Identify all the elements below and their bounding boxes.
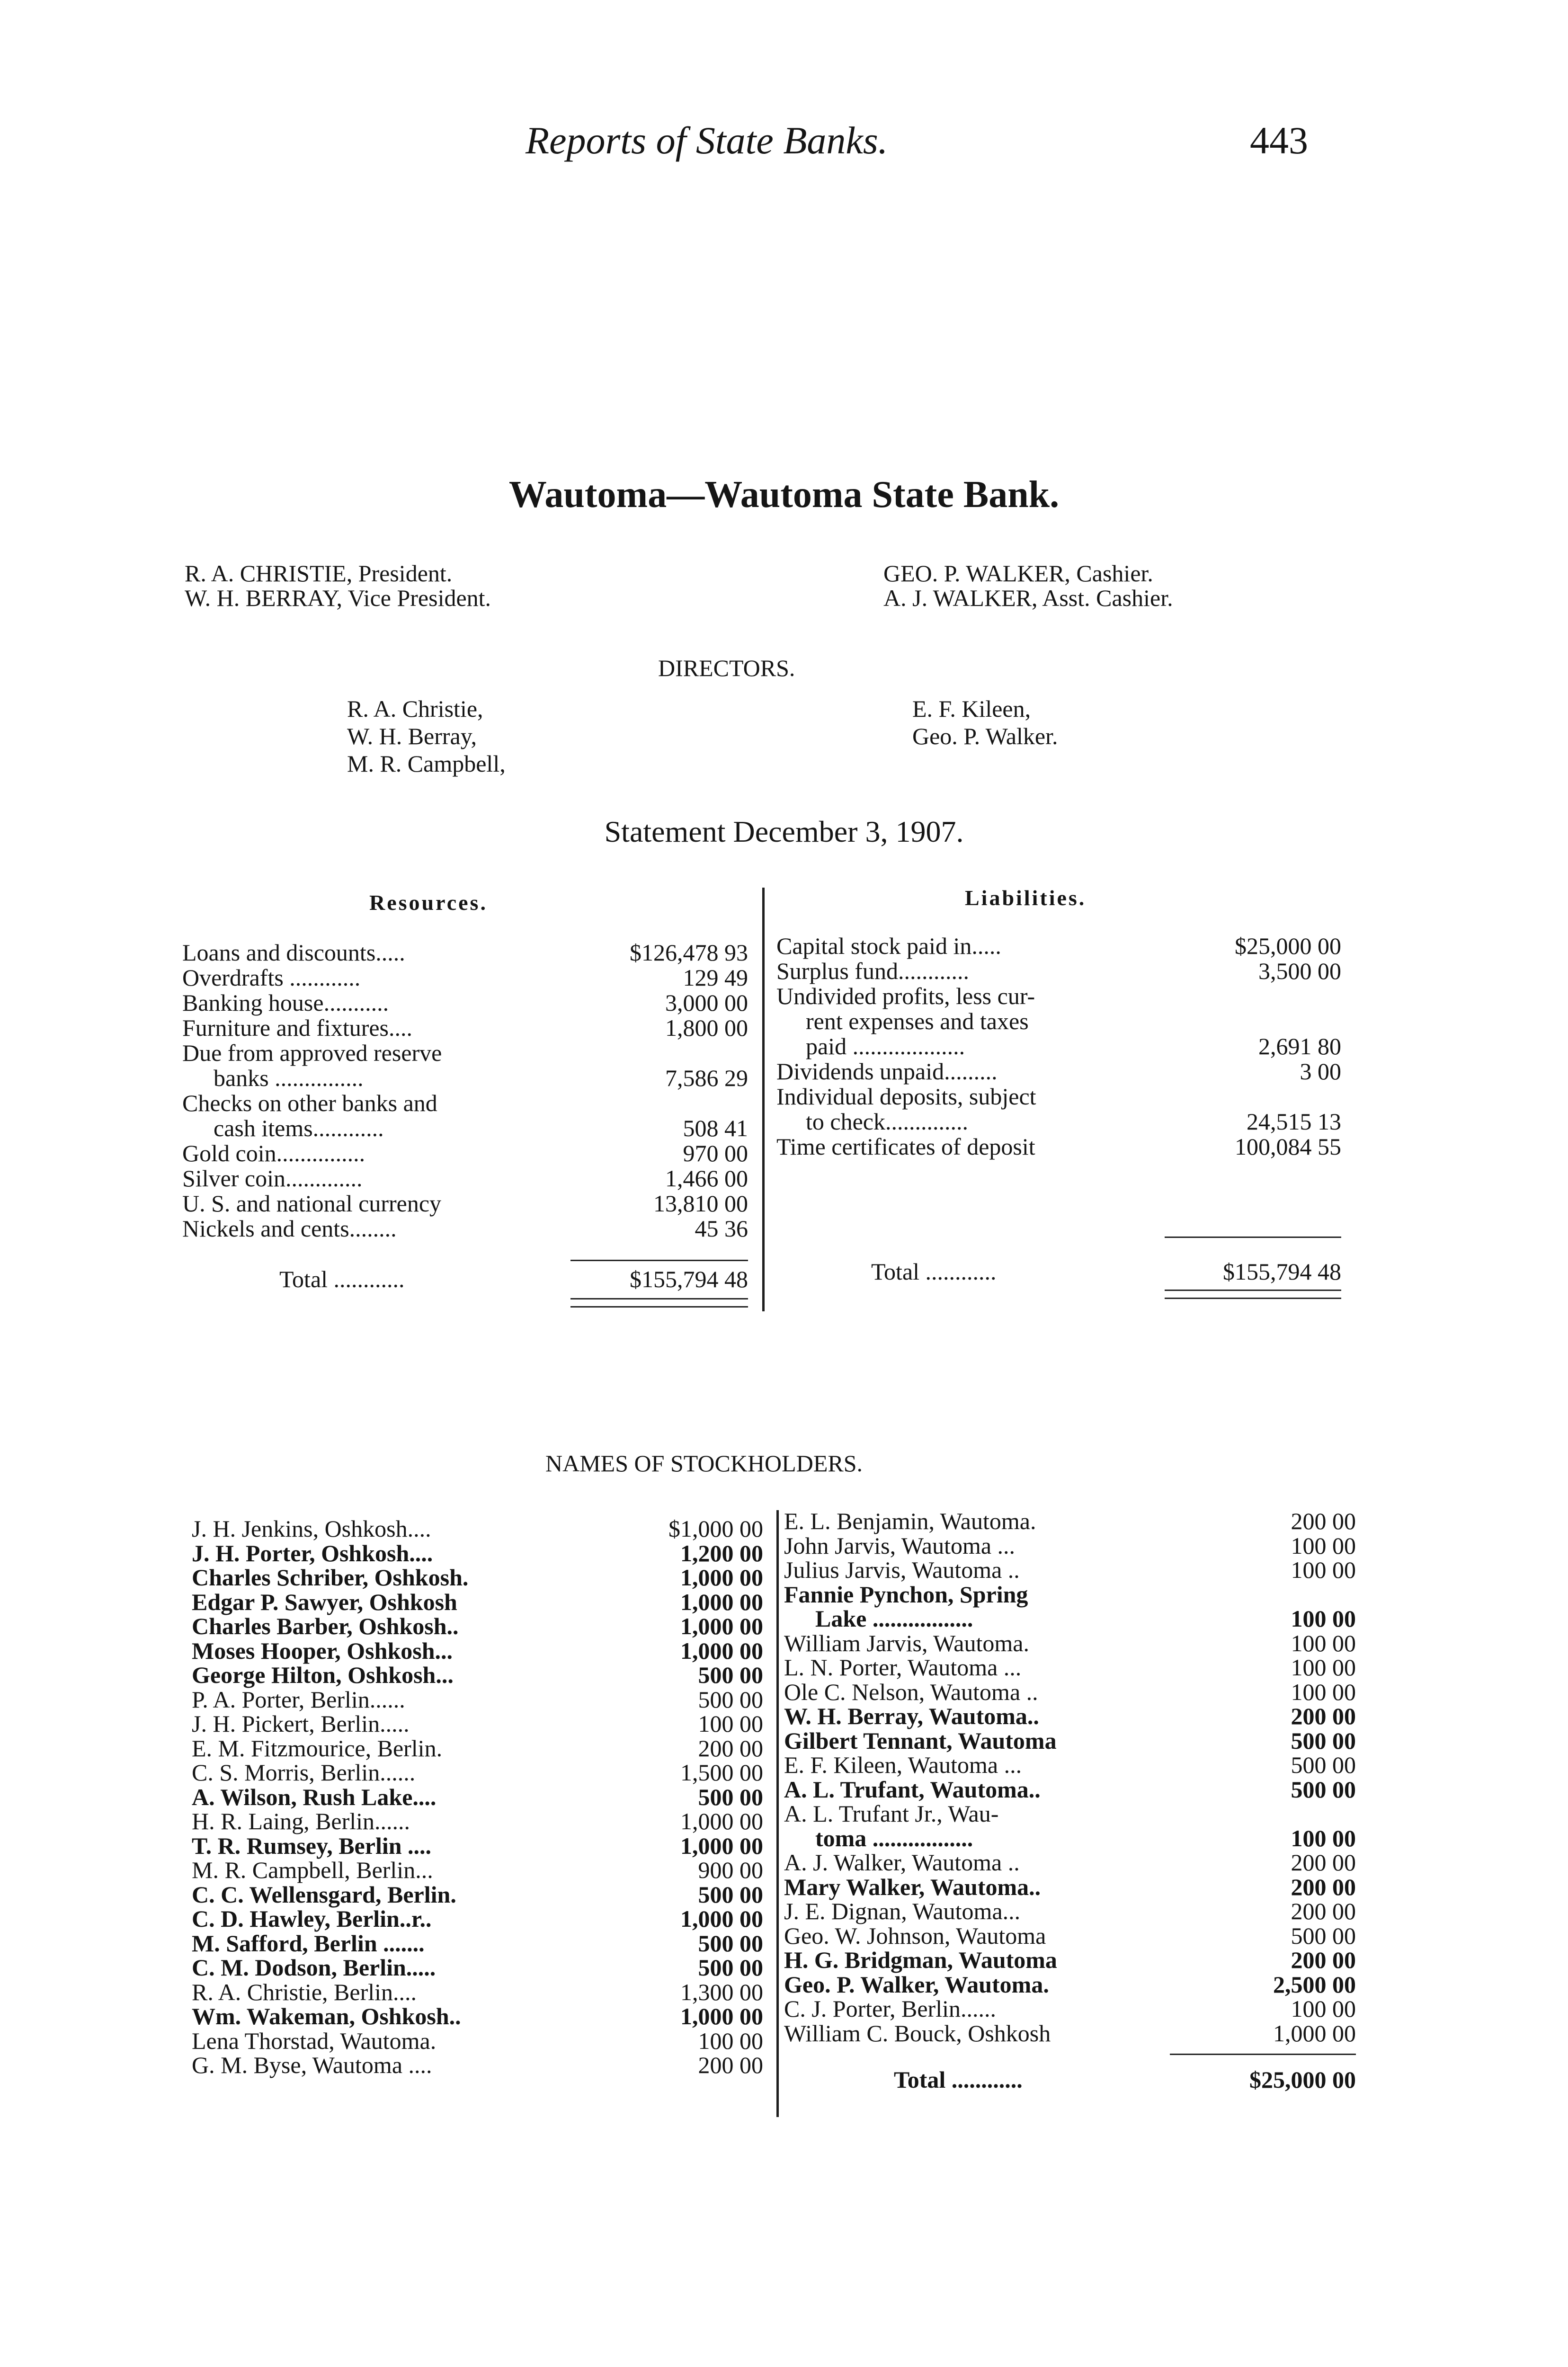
stockholder-row-amount: 100 00 — [1291, 1654, 1356, 1681]
liability-row — [776, 1059, 1341, 1084]
stockholder-row-amount: 1,500 00 — [680, 1759, 763, 1786]
stockholder-row — [784, 1997, 1356, 2021]
liability-row — [776, 1034, 1341, 1059]
stockholder-row-label: E. L. Benjamin, Wautoma. — [784, 1508, 1036, 1534]
stockholder-row — [784, 1973, 1356, 1997]
resource-row-amount: 129 49 — [683, 964, 748, 991]
stockholder-row-amount: 100 00 — [698, 1710, 763, 1737]
stockholder-row-label: Wm. Wakeman, Oshkosh.. — [192, 2003, 461, 2029]
liability-row — [776, 1134, 1341, 1159]
stockholder-row-label: A. Wilson, Rush Lake.... — [192, 1783, 437, 1810]
resource-row-label: banks ............... — [214, 1065, 364, 1091]
resource-row — [182, 1216, 748, 1241]
liability-row-label: Surplus fund............ — [776, 958, 969, 984]
resource-row-amount: 1,466 00 — [665, 1165, 748, 1192]
total-label: Total ............ — [894, 2066, 1023, 2093]
resource-row-label: Gold coin............... — [182, 1140, 365, 1166]
stockholders-heading: NAMES OF STOCKHOLDERS. — [545, 1450, 863, 1477]
resources-total-row — [182, 1267, 748, 1295]
stockholder-row — [784, 1899, 1356, 1924]
stockholder-row — [784, 1655, 1356, 1680]
directors-heading: DIRECTORS. — [658, 655, 795, 681]
liability-row-label: Dividends unpaid......... — [776, 1058, 998, 1085]
resource-row — [182, 1191, 748, 1216]
stockholder-row — [784, 1875, 1356, 1900]
stockholder-row-label: William Jarvis, Wautoma. — [784, 1629, 1029, 1656]
total-amount: $155,794 48 — [1223, 1258, 1341, 1285]
resource-row-label: Due from approved reserve — [182, 1040, 442, 1066]
liabilities-total-row — [776, 1259, 1341, 1288]
liability-row — [776, 934, 1341, 959]
stockholder-row — [192, 1956, 763, 1980]
liability-row-label: Capital stock paid in..... — [776, 933, 1001, 959]
stockholder-row — [784, 1826, 1356, 1851]
liability-row-amount: 2,691 80 — [1258, 1033, 1341, 1059]
stockholder-row-amount: 200 00 — [1291, 1508, 1356, 1534]
stockholder-row-label: A. L. Trufant, Wautoma.. — [784, 1776, 1041, 1803]
stockholder-row — [192, 1712, 763, 1736]
stockholder-row — [192, 1688, 763, 1712]
stockholders-left-list — [192, 1517, 763, 2078]
liability-row — [776, 984, 1341, 1009]
stockholder-row-label: H. R. Laing, Berlin...... — [192, 1808, 410, 1834]
stockholder-row-amount: 1,000 00 — [680, 1808, 763, 1834]
stockholder-row-label: C. J. Porter, Berlin...... — [784, 1995, 996, 2022]
stockholder-row-amount: 100 00 — [1291, 1557, 1356, 1583]
stockholder-row-amount: 100 00 — [1291, 1532, 1356, 1559]
stockholder-row-label: Lena Thorstad, Wautoma. — [192, 2027, 437, 2054]
officer-asst-cashier: A. J. WALKER, Asst. Cashier. — [883, 585, 1173, 611]
officer-president: R. A. CHRISTIE, President. — [185, 560, 453, 587]
stockholder-row — [192, 1834, 763, 1859]
stockholder-row-amount: 1,000 00 — [1273, 2020, 1356, 2047]
officer-cashier: GEO. P. WALKER, Cashier. — [883, 560, 1153, 587]
director-name: R. A. Christie, — [347, 695, 483, 722]
stockholder-row-amount: 200 00 — [1291, 1873, 1356, 1900]
stockholder-row-label: Lake ................. — [815, 1605, 973, 1632]
stockholder-row — [192, 1541, 763, 1566]
liability-row-label: rent expenses and taxes — [806, 1008, 1029, 1034]
directors-right — [912, 695, 1058, 750]
liability-row-label: Individual deposits, subject — [776, 1083, 1036, 1110]
stockholder-row — [784, 1778, 1356, 1802]
stockholder-row — [784, 1607, 1356, 1631]
stockholder-row-label: A. L. Trufant Jr., Wau- — [784, 1800, 999, 1827]
resource-row-label: Checks on other banks and — [182, 1090, 437, 1116]
stockholders-right-list — [784, 1508, 1356, 2093]
resource-row-amount: 13,810 00 — [653, 1190, 748, 1217]
stockholder-row-amount: 500 00 — [698, 1954, 763, 1981]
resource-row-label: Loans and discounts..... — [182, 939, 405, 966]
stockholder-row-amount: 1,000 00 — [680, 1564, 763, 1591]
stockholder-row-label: Mary Walker, Wautoma.. — [784, 1873, 1041, 1900]
stockholder-row-label: C. C. Wellensgard, Berlin. — [192, 1881, 456, 1908]
stockholder-row-label: Edgar P. Sawyer, Oshkosh — [192, 1588, 457, 1615]
stockholder-row — [192, 1785, 763, 1810]
stockholder-row — [192, 1858, 763, 1883]
stockholder-row — [784, 1729, 1356, 1753]
resource-row — [182, 1091, 748, 1116]
officers-left — [185, 561, 491, 610]
stockholder-row — [192, 1517, 763, 1541]
director-name: Geo. P. Walker. — [912, 723, 1058, 749]
stockholder-row-label: J. H. Pickert, Berlin..... — [192, 1710, 410, 1737]
stockholder-row — [784, 1534, 1356, 1558]
resource-row — [182, 990, 748, 1015]
stockholder-row — [192, 1809, 763, 1834]
stockholder-row-label: J. H. Jenkins, Oshkosh.... — [192, 1515, 431, 1542]
resource-row-amount: $126,478 93 — [630, 939, 748, 966]
stockholder-row — [784, 1680, 1356, 1705]
resources-table — [182, 939, 748, 1292]
director-name: M. R. Campbell, — [347, 750, 506, 777]
stockholder-row — [192, 1614, 763, 1639]
liability-row — [776, 959, 1341, 984]
resource-row-amount: 970 00 — [683, 1140, 748, 1166]
stockholder-row-amount: 200 00 — [1291, 1703, 1356, 1729]
total-amount: $155,794 48 — [630, 1266, 748, 1292]
stockholder-row-amount: 900 00 — [698, 1857, 763, 1883]
stockholder-row-label: C. S. Morris, Berlin...... — [192, 1759, 416, 1786]
stockholder-row-amount: 500 00 — [698, 1881, 763, 1908]
stockholder-row — [784, 1753, 1356, 1778]
stockholder-row-amount: 100 00 — [698, 2027, 763, 2054]
resource-row-label: cash items............ — [214, 1115, 384, 1141]
stockholder-row-label: Geo. W. Johnson, Wautoma — [784, 1922, 1046, 1949]
resources-rule — [570, 1260, 748, 1261]
total-label: Total ............ — [279, 1266, 405, 1292]
directors-left — [347, 695, 506, 777]
stockholder-row — [784, 1948, 1356, 1973]
resource-row — [182, 940, 748, 965]
stockholder-row — [192, 1931, 763, 1956]
liability-row-label: to check.............. — [806, 1108, 968, 1135]
stockholder-row-label: toma ................. — [815, 1824, 973, 1851]
resources-heading: Resources. — [369, 890, 488, 915]
stockholder-row-label: R. A. Christie, Berlin.... — [192, 1978, 417, 2005]
stockholder-row — [784, 1851, 1356, 1875]
stockholder-row — [784, 2021, 1356, 2046]
stockholder-row-amount: 500 00 — [1291, 1727, 1356, 1754]
stockholder-row-amount: 200 00 — [1291, 1947, 1356, 1973]
stockholder-row-label: George Hilton, Oshkosh... — [192, 1662, 454, 1688]
stockholder-row-amount: 1,000 00 — [680, 1637, 763, 1664]
stockholder-row-amount: 500 00 — [1291, 1752, 1356, 1778]
stockholder-row-amount: 1,000 00 — [680, 1905, 763, 1932]
total-label: Total ............ — [871, 1258, 997, 1285]
stockholder-row-label: H. G. Bridgman, Wautoma — [784, 1947, 1057, 1973]
stockholder-row — [192, 1663, 763, 1688]
liability-row-label: paid ................... — [806, 1033, 965, 1059]
liability-row-label: Time certificates of deposit — [776, 1133, 1035, 1160]
stockholder-row — [784, 1802, 1356, 1826]
resource-row — [182, 1041, 748, 1066]
liability-row-amount: 24,515 13 — [1247, 1108, 1341, 1135]
statement-column-divider — [762, 888, 765, 1311]
stockholder-row-label: G. M. Byse, Wautoma .... — [192, 2052, 432, 2078]
stockholder-row-amount: 500 00 — [1291, 1776, 1356, 1803]
stockholder-row-amount: 1,000 00 — [680, 2003, 763, 2029]
stockholder-row — [784, 1704, 1356, 1729]
stockholder-row-label: Julius Jarvis, Wautoma .. — [784, 1557, 1020, 1583]
stockholder-row — [784, 1558, 1356, 1583]
stockholder-row-amount: 100 00 — [1291, 1995, 1356, 2022]
stockholder-row-amount: 1,000 00 — [680, 1832, 763, 1859]
stockholder-row-amount: 1,000 00 — [680, 1613, 763, 1639]
bank-title: Wautoma—Wautoma State Bank. — [508, 474, 1060, 516]
resource-row — [182, 1166, 748, 1191]
stockholder-row-amount: 500 00 — [698, 1930, 763, 1957]
stockholder-row — [192, 1883, 763, 1907]
stockholder-row-label: C. D. Hawley, Berlin..r.. — [192, 1905, 432, 1932]
stockholder-row-amount: 500 00 — [698, 1686, 763, 1713]
stockholders-column-divider — [776, 1510, 779, 2117]
liability-row-amount: 3,500 00 — [1258, 958, 1341, 984]
stockholder-row-amount: 100 00 — [1291, 1824, 1356, 1851]
stockholder-row — [784, 1924, 1356, 1949]
stockholder-row-label: A. J. Walker, Wautoma .. — [784, 1849, 1020, 1876]
stockholder-row-amount: 100 00 — [1291, 1629, 1356, 1656]
stockholder-row — [192, 2004, 763, 2029]
stockholder-row-amount: 100 00 — [1291, 1605, 1356, 1632]
stockholder-row-label: M. Safford, Berlin ....... — [192, 1930, 425, 1957]
stockholder-row — [192, 2053, 763, 2078]
stockholder-row-amount: 1,300 00 — [680, 1978, 763, 2005]
stockholder-row-amount: 2,500 00 — [1273, 1971, 1356, 1998]
stockholder-row-amount: 1,000 00 — [680, 1588, 763, 1615]
resource-row-amount: 3,000 00 — [665, 989, 748, 1016]
stockholder-row-label: Gilbert Tennant, Wautoma — [784, 1727, 1057, 1754]
liabilities-heading: Liabilities. — [965, 886, 1087, 910]
stockholder-row-amount: 200 00 — [698, 1735, 763, 1762]
officers-right — [883, 561, 1173, 610]
director-name: E. F. Kileen, — [912, 695, 1031, 722]
resource-row-amount: 45 36 — [695, 1215, 748, 1242]
stockholder-row-amount: 1,200 00 — [680, 1539, 763, 1566]
stockholder-row-label: William C. Bouck, Oshkosh — [784, 2020, 1051, 2047]
resource-row — [182, 1116, 748, 1141]
resource-row-label: Furniture and fixtures.... — [182, 1014, 413, 1041]
stockholder-row-label: Fannie Pynchon, Spring — [784, 1581, 1028, 1608]
liability-row — [776, 1084, 1341, 1109]
resource-row-label: Banking house........... — [182, 989, 389, 1016]
stockholder-row-label: Charles Schriber, Oshkosh. — [192, 1564, 469, 1591]
stockholder-row-label: Moses Hooper, Oshkosh... — [192, 1637, 453, 1664]
stockholder-row-amount: 500 00 — [698, 1662, 763, 1688]
resource-row-label: Overdrafts ............ — [182, 964, 361, 991]
page-number: 443 — [1250, 119, 1308, 162]
stockholder-row-label: T. R. Rumsey, Berlin .... — [192, 1832, 432, 1859]
resource-row — [182, 1015, 748, 1041]
stockholder-row-label: C. M. Dodson, Berlin..... — [192, 1954, 436, 1981]
stockholders-rule — [1170, 2054, 1356, 2055]
stockholder-row — [192, 1980, 763, 2005]
total-amount: $25,000 00 — [1249, 2066, 1356, 2093]
stockholder-row — [192, 2029, 763, 2054]
liabilities-table — [776, 933, 1341, 1285]
liability-row-label: Undivided profits, less cur- — [776, 983, 1035, 1009]
resource-row-label: Nickels and cents........ — [182, 1215, 397, 1242]
resource-row-amount: 1,800 00 — [665, 1014, 748, 1041]
stockholder-row — [784, 1509, 1356, 1534]
stockholder-row — [784, 1631, 1356, 1656]
stockholder-row-label: W. H. Berray, Wautoma.. — [784, 1703, 1039, 1729]
stockholder-row-amount: 100 00 — [1291, 1678, 1356, 1705]
stockholder-row-label: M. R. Campbell, Berlin... — [192, 1857, 433, 1883]
liability-row-amount: 3 00 — [1300, 1058, 1341, 1085]
stockholder-row — [192, 1736, 763, 1761]
stockholder-row — [192, 1566, 763, 1590]
liabilities-rule — [1165, 1237, 1341, 1238]
resource-row-amount: 508 41 — [683, 1115, 748, 1141]
stockholder-row — [192, 1761, 763, 1785]
stockholder-row — [192, 1907, 763, 1931]
stockholder-row — [192, 1590, 763, 1615]
liability-row — [776, 1009, 1341, 1034]
resource-row — [182, 1141, 748, 1166]
resource-row-amount: 7,586 29 — [665, 1065, 748, 1091]
officer-vice-president: W. H. BERRAY, Vice President. — [185, 585, 491, 611]
running-title: Reports of State Banks. — [526, 119, 888, 162]
stockholder-row-label: P. A. Porter, Berlin...... — [192, 1686, 405, 1713]
resources-double-rule — [570, 1298, 748, 1308]
stockholder-row-label: J. E. Dignan, Wautoma... — [784, 1898, 1021, 1924]
stockholder-row-amount: 500 00 — [1291, 1922, 1356, 1949]
resource-row-label: U. S. and national currency — [182, 1190, 442, 1217]
stockholder-row-amount: 500 00 — [698, 1783, 763, 1810]
resource-row — [182, 1066, 748, 1091]
stockholder-row-amount: 200 00 — [1291, 1849, 1356, 1876]
stockholder-row — [784, 1583, 1356, 1607]
stockholders-total-row — [784, 2068, 1356, 2092]
resource-row — [182, 965, 748, 990]
director-name: W. H. Berray, — [347, 723, 477, 749]
stockholder-row-label: L. N. Porter, Wautoma ... — [784, 1654, 1022, 1681]
stockholder-row — [192, 1639, 763, 1664]
stockholder-row-label: John Jarvis, Wautoma ... — [784, 1532, 1016, 1559]
stockholder-row-label: Charles Barber, Oshkosh.. — [192, 1613, 459, 1639]
liability-row — [776, 1109, 1341, 1134]
stockholder-row-label: J. H. Porter, Oshkosh.... — [192, 1539, 433, 1566]
resource-row-label: Silver coin............. — [182, 1165, 363, 1192]
stockholder-row-amount: $1,000 00 — [668, 1515, 763, 1542]
stockholder-row-amount: 200 00 — [1291, 1898, 1356, 1924]
stockholder-row-label: Geo. P. Walker, Wautoma. — [784, 1971, 1049, 1998]
statement-heading: Statement December 3, 1907. — [604, 815, 964, 848]
liabilities-double-rule — [1165, 1290, 1341, 1299]
liability-row-amount: $25,000 00 — [1235, 933, 1341, 959]
stockholder-row-label: Ole C. Nelson, Wautoma .. — [784, 1678, 1038, 1705]
stockholder-row-amount: 200 00 — [698, 2052, 763, 2078]
liability-row-amount: 100,084 55 — [1235, 1133, 1341, 1160]
stockholder-row-label: E. F. Kileen, Wautoma ... — [784, 1752, 1022, 1778]
stockholder-row-label: E. M. Fitzmourice, Berlin. — [192, 1735, 443, 1762]
